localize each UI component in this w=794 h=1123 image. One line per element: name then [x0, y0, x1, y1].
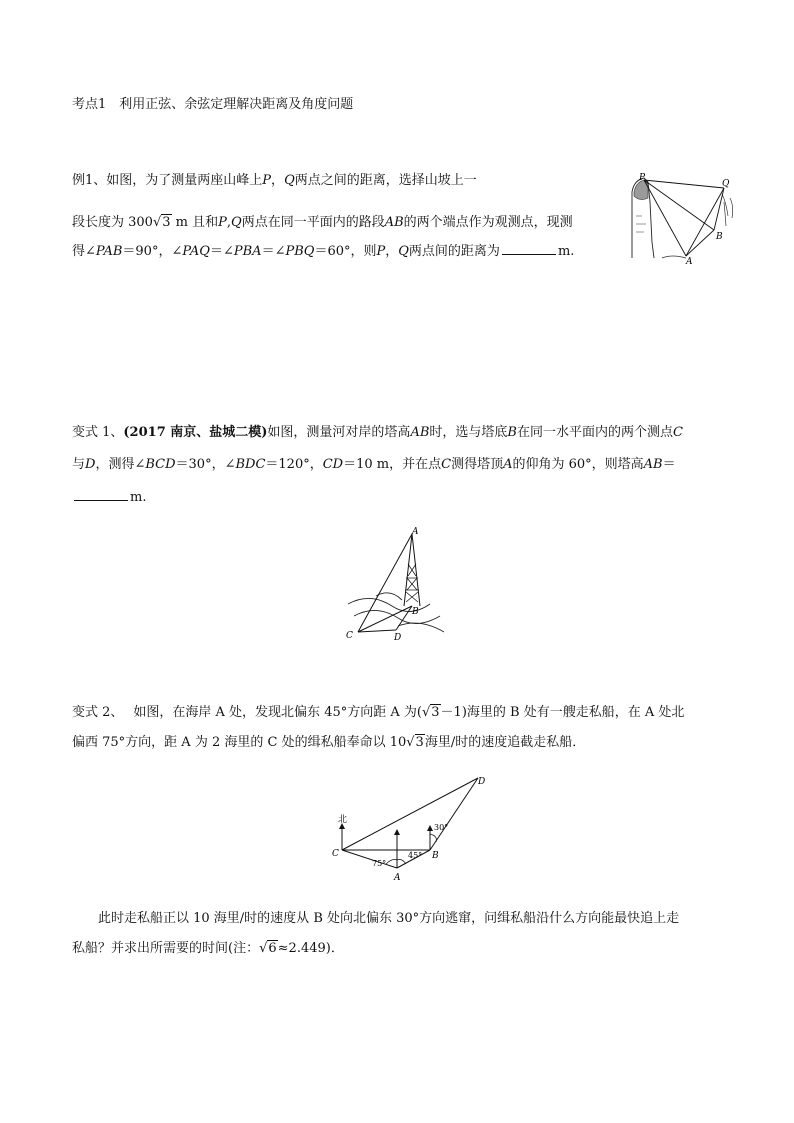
angle-arc-b	[430, 834, 436, 842]
example1-text: 两点之间的距离，选择山坡上一	[294, 173, 477, 188]
answer-blank[interactable]	[502, 242, 556, 255]
var-cd: CD	[322, 457, 344, 472]
angle-pbq: PBQ	[285, 244, 315, 259]
angle-arc-a	[386, 860, 406, 865]
variant1-text: 如图，测量河对岸的塔高	[267, 425, 411, 440]
variant1-text: ＝120°，	[265, 457, 323, 472]
line-pq	[644, 180, 724, 188]
label-p: P	[639, 173, 646, 183]
section-title	[72, 96, 353, 114]
label-a: A	[412, 527, 419, 537]
angle-pba: PBA	[233, 244, 262, 259]
variant1-text: 的仰角为 60°，则塔高	[512, 457, 644, 472]
variant1-label: 变式 1、	[72, 425, 124, 440]
example1-text: 的两个端点作为观测点，现测	[403, 215, 573, 230]
var-c: C	[672, 425, 683, 440]
label-c: C	[332, 849, 339, 859]
angle-30-label: 30°	[434, 823, 449, 832]
variant1-text: ＝10 m，并在点	[343, 457, 442, 472]
mountain-hatching	[636, 216, 646, 232]
angle-45-label: 45°	[408, 851, 423, 860]
example1-text: ＝∠	[261, 244, 286, 259]
var-ab: AB	[384, 215, 404, 230]
example1-text: 如图，为了测量两座山峰上	[106, 173, 263, 188]
variant1-line3	[72, 488, 146, 507]
variant2-text: 私船？并求出所需要的时间(注：	[72, 941, 260, 956]
example1-text: m 且和	[171, 215, 219, 230]
line-ab	[686, 230, 714, 256]
sqrt-radicand: 6	[268, 941, 277, 956]
angle-bdc: BDC	[235, 457, 266, 472]
label-d: D	[478, 777, 486, 787]
line-cd	[358, 630, 396, 632]
angle-paq: PAQ	[182, 244, 210, 259]
example1-figure	[626, 172, 744, 268]
example1-line1	[72, 172, 477, 190]
line-pb	[644, 180, 714, 230]
wave-3	[376, 593, 402, 600]
example1-text: ＝∠	[209, 244, 234, 259]
example1-text: 两点在同一平面内的路段	[241, 215, 385, 230]
variant2-text: 如图，在海岸 A 处，发现北偏东 45°方向距 A 为(	[133, 705, 422, 720]
variant2-text: 海里/时的速度追截走私船．	[424, 735, 586, 750]
var-p: P	[376, 244, 386, 259]
line-aq	[686, 188, 724, 256]
sqrt-expression: √3	[421, 705, 440, 720]
label-a: A	[394, 873, 401, 883]
variant1-text: ，测得∠	[95, 457, 146, 472]
label-c: C	[346, 631, 353, 641]
var-b: B	[507, 425, 517, 440]
variant1-line1	[72, 424, 683, 442]
sqrt-expression: √3	[406, 735, 424, 750]
var-q: Q	[231, 215, 242, 230]
example1-label: 例1、	[72, 173, 107, 188]
tower-left	[404, 534, 412, 606]
variant1-text: ＝30°，∠	[175, 457, 236, 472]
example1-text: 得∠	[72, 244, 96, 259]
sqrt-radicand: 3	[431, 705, 440, 720]
var-q: Q	[398, 244, 409, 259]
punct: ，	[271, 173, 285, 188]
var-p: P	[218, 215, 227, 230]
variant1-text: ＝	[662, 457, 676, 472]
example1-text: 两点间的距离为	[408, 244, 500, 259]
line-ca	[342, 850, 397, 868]
slope	[662, 256, 686, 258]
var-a: A	[503, 457, 513, 472]
variant1-text: 与	[72, 457, 86, 472]
variant2-text: ≈2.449)．	[277, 941, 344, 956]
example1-text: m.	[557, 244, 575, 259]
angle-75-label: 75°	[372, 859, 387, 868]
variant1-source: (2017 南京、盐城二模)	[123, 425, 268, 440]
variant2-text: －1)海里的 B 处有一艘走私船，在 A 处北	[440, 705, 685, 720]
sqrt-expression: √3	[152, 215, 171, 230]
section-title-text: 考点1 利用正弦、余弦定理解决距离及角度问题	[72, 97, 354, 112]
label-b: B	[716, 232, 723, 242]
sqrt-radicand: 3	[162, 215, 171, 230]
label-b: B	[412, 607, 419, 617]
example1-text: ＝90°，∠	[122, 244, 183, 259]
punct: ,	[226, 215, 232, 230]
label-b: B	[432, 851, 439, 861]
answer-blank[interactable]	[74, 488, 128, 501]
punct: ，	[385, 244, 399, 259]
var-ab: AB	[643, 457, 663, 472]
label-d: D	[394, 633, 402, 643]
label-q: Q	[722, 179, 730, 189]
tower-right	[412, 534, 420, 606]
example1-text: 段长度为 300	[72, 215, 153, 230]
angle-bcd: BCD	[145, 457, 176, 472]
variant2-line3	[98, 910, 679, 928]
variant2-line2	[72, 734, 585, 752]
variant2-text: 此时走私船正以 10 海里/时的速度从 B 处向北偏东 30°方向逃窜，问缉私船沿什么方向能最快追上走	[98, 911, 680, 926]
var-ab: AB	[410, 425, 430, 440]
variant2-line1	[72, 704, 684, 722]
line-bq	[714, 188, 724, 230]
right-mountain	[722, 194, 733, 226]
var-d: D	[85, 457, 96, 472]
variant1-text: 时，选与塔底	[429, 425, 508, 440]
example1-line3	[72, 242, 574, 261]
line-cd	[342, 778, 478, 850]
line-pa	[644, 180, 686, 256]
north-label: 北	[338, 815, 348, 825]
variant1-text: 在同一水平面内的两个测点	[516, 425, 673, 440]
var-q: Q	[284, 173, 295, 188]
variant2-line4	[72, 940, 344, 958]
sqrt-expression: √6	[259, 941, 277, 956]
variant2-figure	[330, 770, 500, 892]
wave-2	[354, 610, 440, 623]
line-bd	[430, 778, 478, 850]
example1-line2	[72, 214, 573, 232]
variant1-text: m.	[130, 490, 147, 505]
variant2-label: 变式 2、	[72, 705, 124, 720]
variant2-text: 偏西 75°方向，距 A 为 2 海里的 C 处的缉私船奉命以 10	[72, 735, 407, 750]
var-p: P	[262, 173, 272, 188]
label-a: A	[686, 257, 693, 267]
variant1-text: 测得塔顶	[451, 457, 504, 472]
example1-text: ＝60°，则	[314, 244, 377, 259]
var-c: C	[441, 457, 452, 472]
variant1-figure	[340, 526, 454, 646]
angle-pab: PAB	[95, 244, 123, 259]
sqrt-radicand: 3	[415, 735, 424, 750]
variant1-line2	[72, 456, 676, 474]
wave-4	[398, 623, 444, 632]
